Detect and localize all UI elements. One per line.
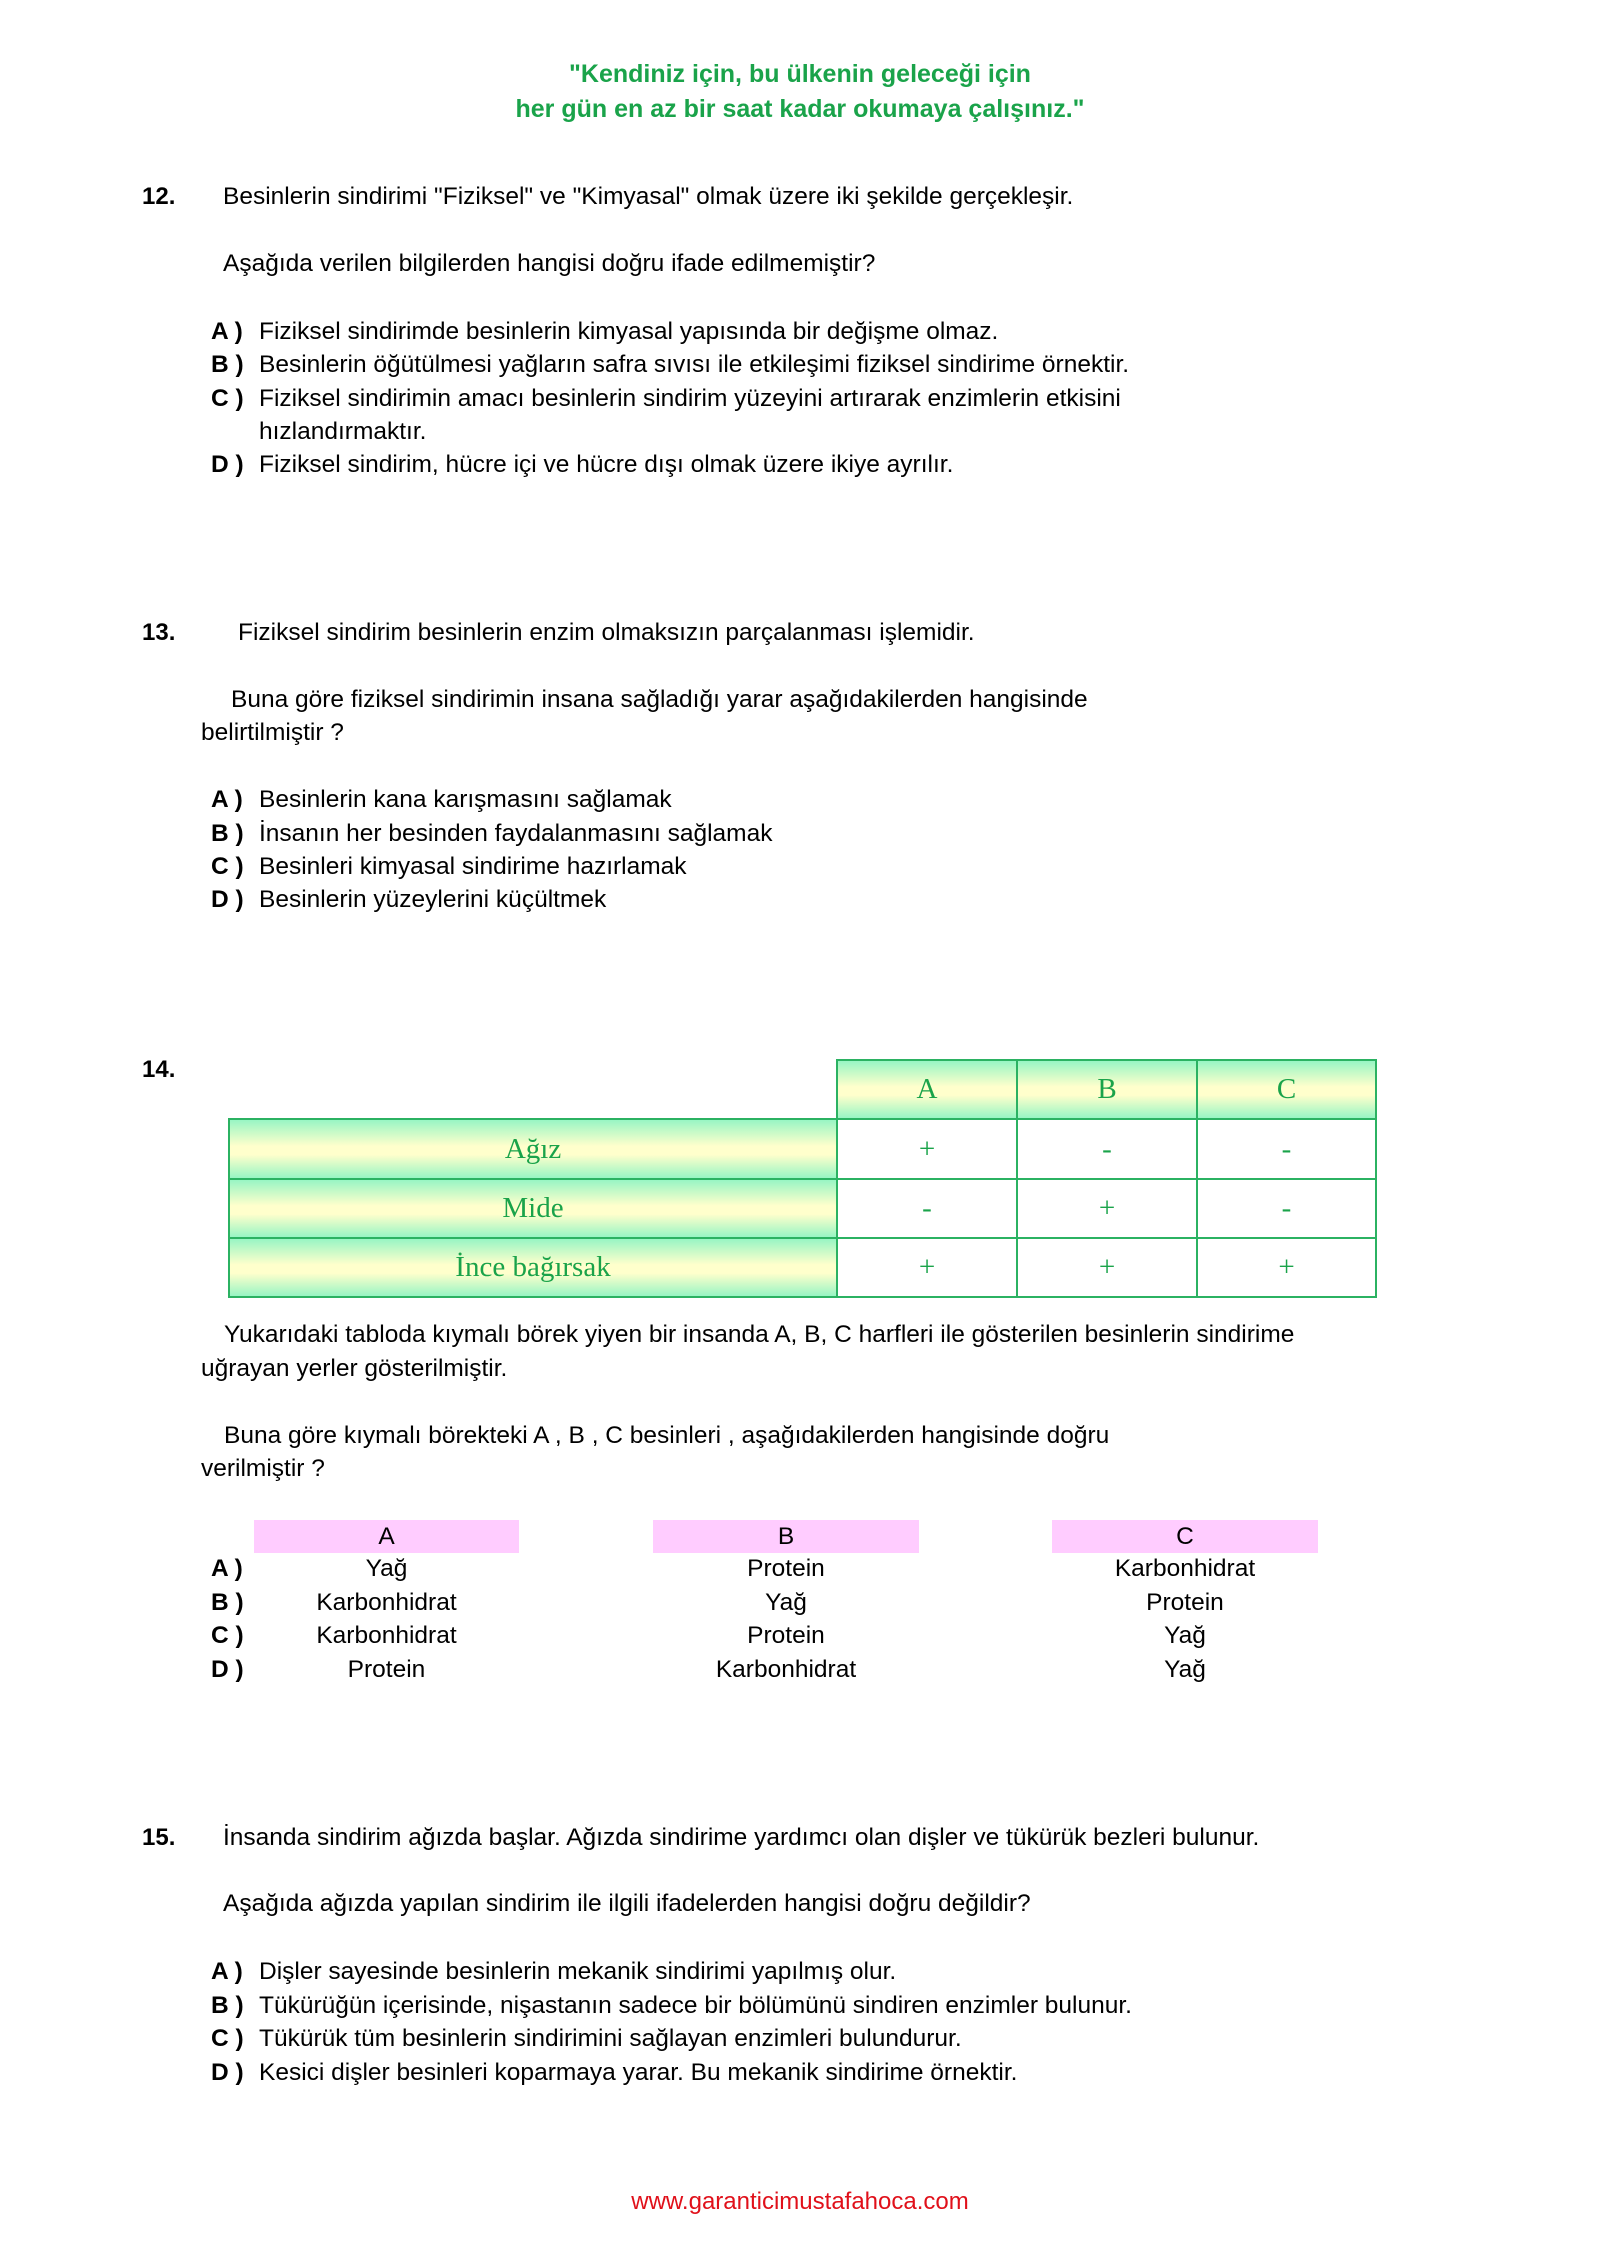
option-text-c-cont[interactable]: hızlandırmaktır. [259, 418, 427, 445]
option-d-value[interactable]: Yağ [1164, 1656, 1206, 1683]
question-stem: Besinlerin sindirimi "Fiziksel" ve "Kimyasal" olmak üzere iki şekilde gerçekleşir. [223, 183, 1074, 210]
option-letter-b[interactable]: B ) [211, 1992, 244, 2019]
option-letter-d[interactable]: D ) [211, 2059, 244, 2086]
option-letter-a[interactable]: A ) [211, 786, 243, 813]
answer-header-a: A [254, 1520, 519, 1553]
option-letter-c[interactable]: C ) [211, 2025, 244, 2052]
option-letter-a[interactable]: A ) [211, 1555, 243, 1582]
motto-line-1: "Kendiniz için, bu ülkenin geleceği için [569, 60, 1031, 88]
option-text-d[interactable]: Fiziksel sindirim, hücre içi ve hücre dışı olmak üzere ikiye ayrılır. [259, 451, 954, 478]
option-c-value[interactable]: Karbonhidrat [316, 1622, 457, 1649]
table-cell: + [1196, 1237, 1377, 1298]
question-prompt: Aşağıda ağızda yapılan sindirim ile ilgili ifadelerden hangisi doğru değildir? [223, 1890, 1031, 1917]
option-b-value[interactable]: Protein [1146, 1589, 1224, 1616]
option-letter-d[interactable]: D ) [211, 1656, 244, 1683]
question-stem: Fiziksel sindirim besinlerin enzim olmaksızın parçalanması işlemidir. [238, 619, 975, 646]
table-cell: - [1196, 1118, 1377, 1180]
option-letter-a[interactable]: A ) [211, 1958, 243, 1985]
table-col-header-a: A [836, 1059, 1018, 1120]
footer-website-link[interactable]: www.garanticimustafahoca.com [631, 2188, 969, 2215]
option-letter-b[interactable]: B ) [211, 820, 244, 847]
question-number: 15. [142, 1824, 176, 1851]
table-cell: + [836, 1237, 1018, 1298]
question-prompt: Buna göre fiziksel sindirimin insana sağladığı yarar aşağıdakilerden hangisinde [231, 686, 1088, 713]
option-text-c[interactable]: Besinleri kimyasal sindirime hazırlamak [259, 853, 687, 880]
option-text-b[interactable]: Besinlerin öğütülmesi yağların safra sıvısı ile etkileşimi fiziksel sindirime örnektir. [259, 351, 1130, 378]
table-cell: - [1196, 1178, 1377, 1239]
option-letter-a[interactable]: A ) [211, 318, 243, 345]
question-number: 12. [142, 183, 176, 210]
option-d-value[interactable]: Protein [347, 1656, 426, 1683]
option-letter-c[interactable]: C ) [211, 853, 244, 880]
option-letter-c[interactable]: C ) [211, 1622, 244, 1649]
question-prompt-cont: verilmiştir ? [201, 1455, 325, 1482]
motto-line-2: her gün en az bir saat kadar okumaya çalışınız." [515, 95, 1085, 123]
option-text-a[interactable]: Dişler sayesinde besinlerin mekanik sindirimi yapılmış olur. [259, 1958, 897, 1985]
option-a-value[interactable]: Yağ [365, 1555, 408, 1582]
option-letter-b[interactable]: B ) [211, 351, 244, 378]
table-cell: - [836, 1178, 1018, 1239]
table-cell: + [1016, 1237, 1198, 1298]
option-c-value[interactable]: Protein [747, 1622, 825, 1649]
option-text-a[interactable]: Fiziksel sindirimde besinlerin kimyasal yapısında bir değişme olmaz. [259, 318, 999, 345]
table-cell: + [1016, 1178, 1198, 1239]
option-a-value[interactable]: Karbonhidrat [1114, 1555, 1256, 1582]
option-letter-d[interactable]: D ) [211, 886, 244, 913]
question-text-cont: uğrayan yerler gösterilmiştir. [201, 1355, 508, 1382]
question-text: Yukarıdaki tabloda kıymalı börek yiyen bir insanda A, B, C harfleri ile gösterilen besinlerin sindirime [224, 1321, 1295, 1348]
question-number: 13. [142, 619, 176, 646]
option-text-a[interactable]: Besinlerin kana karışmasını sağlamak [259, 786, 672, 813]
question-number: 14. [142, 1056, 176, 1083]
option-d-value[interactable]: Karbonhidrat [715, 1656, 857, 1683]
option-c-value[interactable]: Yağ [1164, 1622, 1206, 1649]
table-row-organ: Ağız [228, 1118, 838, 1180]
table-cell: - [1016, 1118, 1198, 1180]
option-letter-b[interactable]: B ) [211, 1589, 244, 1616]
option-letter-d[interactable]: D ) [211, 451, 244, 478]
answer-header-c: C [1052, 1520, 1318, 1553]
table-col-header-c: C [1196, 1059, 1377, 1120]
question-stem: İnsanda sindirim ağızda başlar. Ağızda sindirime yardımcı olan dişler ve tükürük bezleri bulunur. [223, 1824, 1260, 1851]
option-text-c[interactable]: Tükürük tüm besinlerin sindirimini sağlayan enzimleri bulundurur. [259, 2025, 962, 2052]
option-text-b[interactable]: İnsanın her besinden faydalanmasını sağlamak [259, 820, 773, 847]
option-text-d[interactable]: Kesici dişler besinleri koparmaya yarar. Bu mekanik sindirime örnektir. [259, 2059, 1018, 2086]
answer-header-b: B [653, 1520, 919, 1553]
option-b-value[interactable]: Yağ [765, 1589, 807, 1616]
option-b-value[interactable]: Karbonhidrat [316, 1589, 457, 1616]
option-text-d[interactable]: Besinlerin yüzeylerini küçültmek [259, 886, 607, 913]
table-col-header-b: B [1016, 1059, 1198, 1120]
question-prompt-cont: belirtilmiştir ? [201, 719, 344, 746]
table-cell: + [836, 1118, 1018, 1180]
option-a-value[interactable]: Protein [747, 1555, 825, 1582]
table-row-organ: Mide [228, 1178, 838, 1239]
option-letter-c[interactable]: C ) [211, 385, 244, 412]
option-text-c[interactable]: Fiziksel sindirimin amacı besinlerin sindirim yüzeyini artırarak enzimlerin etkisini [259, 385, 1121, 412]
question-prompt: Buna göre kıymalı börekteki A , B , C besinleri , aşağıdakilerden hangisinde doğru [224, 1422, 1110, 1449]
question-prompt: Aşağıda verilen bilgilerden hangisi doğru ifade edilmemiştir? [223, 250, 876, 277]
table-row-organ: İnce bağırsak [228, 1237, 838, 1298]
option-text-b[interactable]: Tükürüğün içerisinde, nişastanın sadece bir bölümünü sindiren enzimler bulunur. [259, 1992, 1132, 2019]
